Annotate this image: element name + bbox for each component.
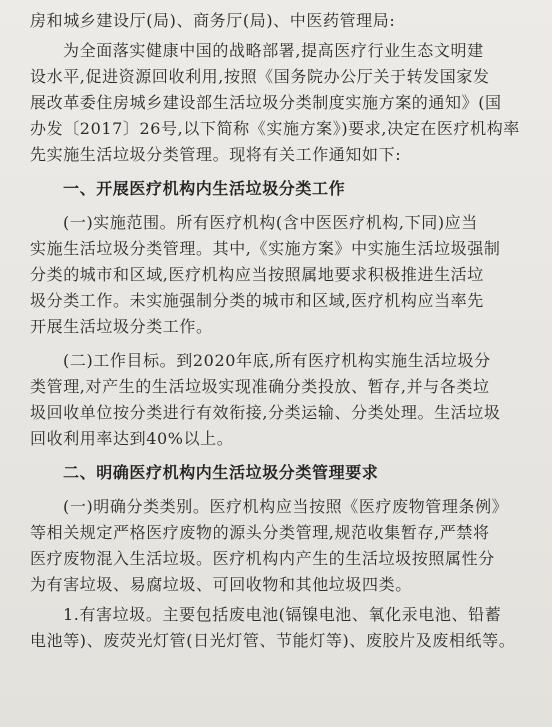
text-line: 电池等)、废荧光灯管(日光灯管、节能灯等)、废胶片及废相纸等。 [30, 631, 516, 650]
text-line: 设水平,促进资源回收利用,按照《国务院办公厅关于转发国家发 [30, 67, 490, 86]
paragraph [30, 210, 526, 340]
text-line: 圾回收单位按分类进行有效衔接,分类运输、分类处理。生活垃圾 [30, 403, 501, 422]
section-heading: 一、开展医疗机构内生活垃圾分类工作 [63, 179, 346, 198]
text-line: 实施生活垃圾分类管理。其中,《实施方案》中实施生活垃圾强制 [30, 239, 501, 258]
text-line: 医疗废物混入生活垃圾。医疗机构内产生的生活垃圾按照属性分 [30, 549, 495, 568]
intro-paragraph [30, 38, 526, 168]
text-line: 圾分类工作。未实施强制分类的城市和区域,医疗机构应当率先 [30, 291, 484, 310]
text-line: (一)实施范围。所有医疗机构(含中医医疗机构,下同)应当 [63, 213, 478, 232]
text-line: 展改革委住房城乡建设部生活垃圾分类制度实施方案的通知》(国 [30, 93, 502, 112]
text-line: (二)工作目标。到2020年底,所有医疗机构实施生活垃圾分 [63, 351, 491, 370]
paragraph [30, 348, 526, 452]
text-line: 为有害垃圾、易腐垃圾、可回收物和其他垃圾四类。 [30, 575, 412, 594]
text-line: 先实施生活垃圾分类管理。现将有关工作通知如下: [30, 145, 402, 164]
paragraph [30, 602, 526, 654]
text-line: 类管理,对产生的生活垃圾实现准确分类投放、暂存,并与各类垃 [30, 377, 490, 396]
text-line: 办发〔2017〕26号,以下简称《实施方案》)要求,决定在医疗机构率 [30, 119, 520, 138]
text-line: 回收利用率达到40%以上。 [30, 429, 234, 448]
paragraph [30, 494, 526, 598]
text-line: 为全面落实健康中国的战略部署,提高医疗行业生态文明建 [63, 41, 484, 60]
text-line: 1.有害垃圾。主要包括废电池(镉镍电池、氧化汞电池、铅蓄 [63, 605, 502, 624]
text-line: (一)明确分类类别。医疗机构应当按照《医疗废物管理条例》 [63, 497, 509, 516]
addressee-line: 房和城乡建设厅(局)、商务厅(局)、中医药管理局: [30, 11, 396, 30]
text-line: 分类的城市和区域,医疗机构应当按照属地要求积极推进生活垃 [30, 265, 484, 284]
section-heading: 二、明确医疗机构内生活垃圾分类管理要求 [63, 463, 379, 482]
text-line: 等相关规定严格医疗废物的源头分类管理,规范收集暂存,严禁将 [30, 523, 490, 542]
text-line: 开展生活垃圾分类工作。 [30, 317, 213, 336]
